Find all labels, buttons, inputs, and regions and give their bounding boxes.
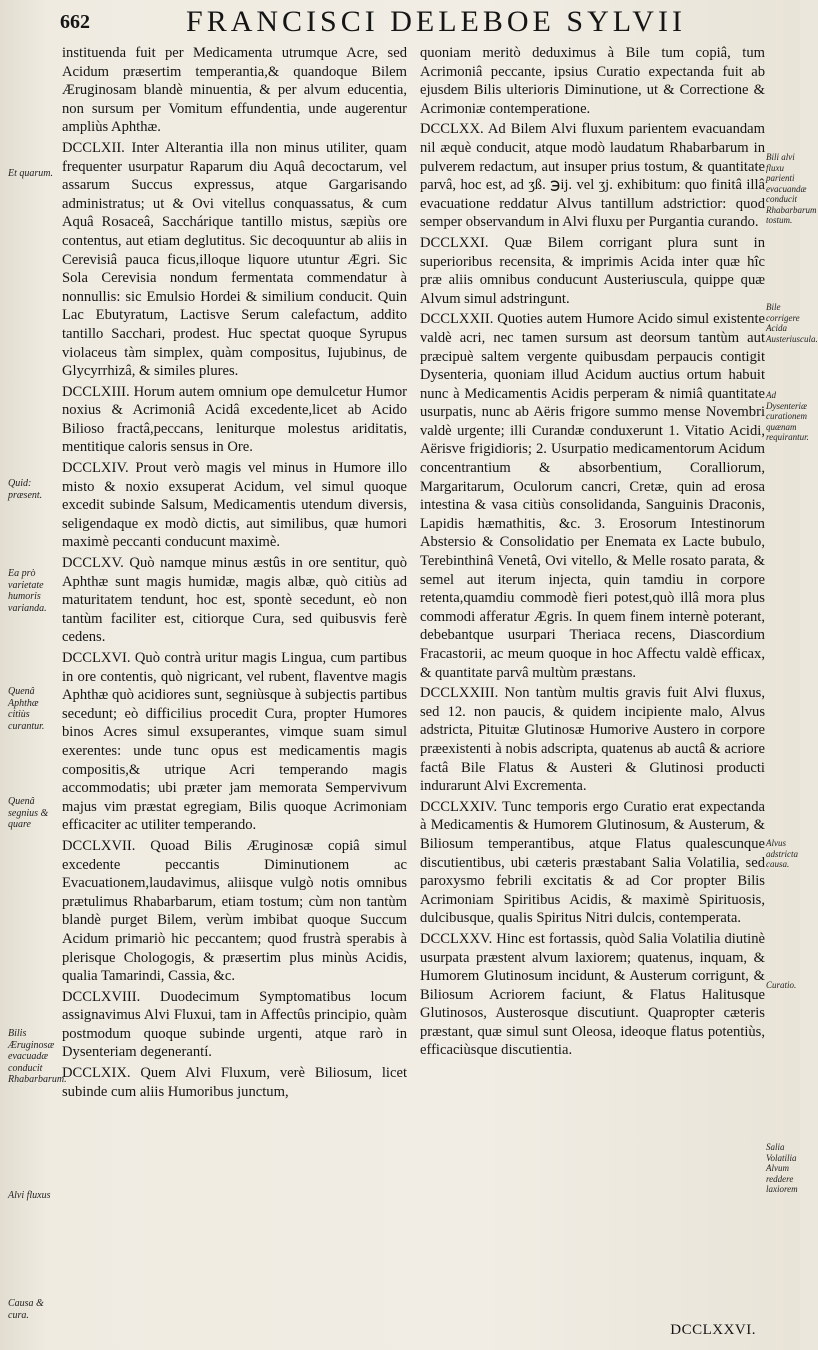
right-column <box>420 44 765 1060</box>
catchword: DCCLXXVI. <box>670 1322 756 1338</box>
paragraph: DCCLXIV. Prout verò magis vel minus in Humore illo misto & noxio exsuperat Acidum, vel simul quoque excedit subinde Salsum, Medicamentis utendum diversis, seligendaque ex modò dictis, aut similibus, quæ humori maximè peccanti conducunt maximè. <box>62 460 407 551</box>
paragraph: DCCLXXI. Quæ Bilem corrigant plura sunt in superioribus recensita, & imprimis Acida inter quæ hîc præ aliis omnibus conducunt Austeriuscula, quippe quæ Alvum simul adstringunt. <box>420 234 765 307</box>
paragraph: DCCLXVII. Quoad Bilis Æruginosæ copiâ simul excedente peccantis Diminutionem ac Evacuationem,laudavimus, aliisque vulgò notis omnibus prætulimus Rhabarbarum, etiam tostum; cùm non tantùm blandè purget Bilem, verùm imbibat quoque Succum Acidum primariò hic peccantem; quod frustrà sperabis à plerisque Chologogis, & præsertim plus minùs Acidis, qualia Tamarindi, Cassia, &c. <box>62 837 407 985</box>
paragraph: instituenda fuit per Medicamenta utrumque Acre, sed Acidum præsertim temperantia,& quandoque Bilem Æruginosam blandè minuentia, & per alvum educentia, non sursum per Vomitum effundentia, unde augerentur ampliùs Aphthæ. <box>62 45 407 136</box>
margin-note: Quenâ segnius & quare <box>8 796 49 830</box>
paragraph: DCCLXXII. Quoties autem Humore Acido simul existente valdè acri, nec tamen sursum ast deorsum tantùm aut præcipuè saltem vergente quibusdam perpaucis contigit Dysenteria, quoniam illud Acidum auctius ortum habuit nunc à Medicamentis Acidis perperam & nimiâ quantitate usurpatis, nunc ab Aëris frigore summo mense Novembri valdè urgente; illi Curandæ conduxerunt 1. Vitatio Acidi, Aërisve frigidioris; 2. Usurpatio medicamentorum Acidum concentrantium & absorbentium, Coralliorum, Margaritarum, Oculorum cancri, Cretæ, quin ad erosa intestina & vasa citiùs consolidanda, Sanguinis Draconis, Lapidis hæmathitis, &c. 3. Erosorum Intestinorum Abstersio & Consolidatio per Enemata ex Lacte bubulo, Terebinthinâ Venetâ, Ovi vitello, & Melle rosato parata, & semel aut iterum injecta, quin tamdiu in corpore retenta,quamdiu commodè fieri potest,quò illâ mora plus commodi afferatur Ægris. In quem finem internè poterant, debebantque usurpari Theriaca recens, Diascordium Fracastorii, ac meum quoque in hoc Affectu valdè efficax, & quantitate parvâ multùm præstans. <box>420 311 765 681</box>
running-head: FRANCISCI DELEBOE SYLVII <box>186 5 686 38</box>
margin-note: Quenâ Aphthæ citiùs curantur. <box>8 686 45 732</box>
paragraph: DCCLXXV. Hinc est fortassis, quòd Salia Volatilia diutinè usurpata præstent alvum laxiorem; quatenus, inquam, & Humorem Glutinosum incidunt, & Austerum corrigunt, & Biliosum Acriorem faciunt, & Flatus Halitusque Glutinosos, Austerosque discutiunt. Quapropter cæteris præstant, quæ simul sunt Oleosa, ideoque flatus potentiùs, efficaciùsque discutientia. <box>420 930 765 1059</box>
paragraph: DCCLXXIII. Non tantùm multis gravis fuit Alvi fluxus, sed 12. non paucis, & quidem incipiente malo, Alvus adstricta, Pituitæ Glutinosæ Humorive Austero in corpore præexistenti à nobis adscripta, quatenus ab auctâ & acriore factâ Bile Flatus & Austeri & Glutinosi producti indurarunt Alvi Excrementa. <box>420 685 765 795</box>
paragraph: DCCLXXIV. Tunc temporis ergo Curatio erat expectanda à Medicamentis & Humorem Glutinosum, & Austerum, & Biliosum temperantibus, atque Flatus qualescunque discutientibus, ubi cæteris præstabant Salia Volatilia, sed paroxysmo febrili excitatis & ad Cor propter Bilis Acrimoniam Spiritibus Acidis, & maximè Spirituosis, dulcibusque, qualis Spiritus Nitri dulcis, contemperata. <box>420 798 765 927</box>
margin-note: Bilis Æruginosæ evacuadæ conducit Rhabarbarum. <box>8 1028 67 1085</box>
paragraph: DCCLXIX. Quem Alvi Fluxum, verè Biliosum, licet subinde cum aliis Humoribus junctum, <box>62 1065 407 1100</box>
margin-note: Causa & cura. <box>8 1298 44 1321</box>
paragraph: quoniam meritò deduximus à Bile tum copiâ, tum Acrimoniâ peccante, ipsius Curatio expectanda fuit ab ejusdem Bilis ulterioris Diminutione, ut & Correctione & Acrimoniæ contemperatione. <box>420 45 765 117</box>
margin-note: Alvus adstricta causa. <box>766 838 799 869</box>
paragraph: DCCLXX. Ad Bilem Alvi fluxum parientem evacuandam nil æquè conducit, atque modò laudatum Rhabarbarum in pulverem redactum, aut insuper prius tostum, & quantitate parvâ, hoc est, ad ʒß. ℈ij. vel ʒj. exhibitum: quo finitâ illâ evacuatione reddatur Alvus tantillum adstrictior: quod semper observandum in Alvi fluxu per Purgantia curando. <box>420 121 765 231</box>
paragraph: DCCLXV. Quò namque minus æstûs in ore sentitur, quò Aphthæ sunt magis humidæ, magis albæ, quò citiùs ad maturitatem tendunt, hoc est, spontè secedunt, eò non tantùm faciliter est, citiorque Cura, sed quibusvis ferè cedens. <box>62 555 407 646</box>
margin-note: Salia Volatilia Alvum reddere laxiorem <box>766 1142 798 1194</box>
margin-note: Bile corrigere Acida Austeriuscula. <box>766 302 818 344</box>
page-number: 662 <box>60 10 90 33</box>
paragraph: DCCLXVI. Quò contrà uritur magis Lingua, cum partibus in ore contentis, quò nigricant, vel rubent, flaventve magis Aphthæ quò acidiores sunt, segniùsque à subjectis partibus secedunt; eò difficilius procedit Cura, propter Humores binos Acres simul exsuperantes, vimque suam simul exerentes: unde tunc opus est medicamentis magis compositis,& utrique Acri temperando magis accommodatis; ubi præter jam memorata Sempervivum majus vim præstat egregiam, Bilis quoque Acrimoniam efficaciter ac utiliter temperando. <box>62 650 407 834</box>
margin-note: Ad Dysenteriæ curationem quænam requirantur. <box>766 390 809 442</box>
margin-note: Quid: præsent. <box>8 478 43 501</box>
page-header <box>60 0 770 44</box>
paragraph: DCCLXIII. Horum autem omnium ope demulcetur Humor noxius & Acrimoniâ Acidâ excedente,licet ab Acido Bilioso fractâ,peccans, leniturque molestus ariditatis, mentitique caloris sensus in Ore. <box>62 383 407 456</box>
paragraph: DCCLXVIII. Duodecimum Symptomatibus locum assignavimus Alvi Fluxui, tam in Affectûs principio, quàm postmodum quoque subinde urgenti, atque rarò in Dysenteriam degenerantí. <box>62 988 407 1061</box>
left-column <box>62 44 407 1101</box>
paragraph: DCCLXII. Inter Alterantia illa non minus utiliter, quam frequenter usurpatur Raparum diu Aquâ decoctarum, vel assarum Succus expressus, atque Gargarisando administratus; ut & Ovi vitellus conquassatus, & cum Aquâ Rosaceâ, Sacchárique tantillo mistus, sæpiùs ore contentus, aut etiam deglutitus. Sic decoquuntur ab aliis in Cerevisiâ pauca ficus,illoque liquore utuntur Ægri. Sic Sola Cerevisia nondum fermentata commendatur à nonnullis: sic Emulsio Hordei & similium conducit. Quin Lac Ebutyratum, Lactisve Serum calefactum, addito tantillo Sacchari, prodest. Huc spectat quoque Syrupus violaceus tàm simplex, quàm compositus, Iujubinus, de Glycyrrhizâ, & similes plures. <box>62 139 407 380</box>
margin-note: Ea prò varietate humoris varianda. <box>8 568 47 614</box>
margin-note: Bili alvi fluxu parienti evacuandæ conducit Rhabarbarum tostum. <box>766 152 817 225</box>
margin-note: Alvi fluxus <box>8 1190 51 1201</box>
margin-note: Et quarum. <box>8 168 53 179</box>
margin-note: Curatio. <box>766 980 797 990</box>
